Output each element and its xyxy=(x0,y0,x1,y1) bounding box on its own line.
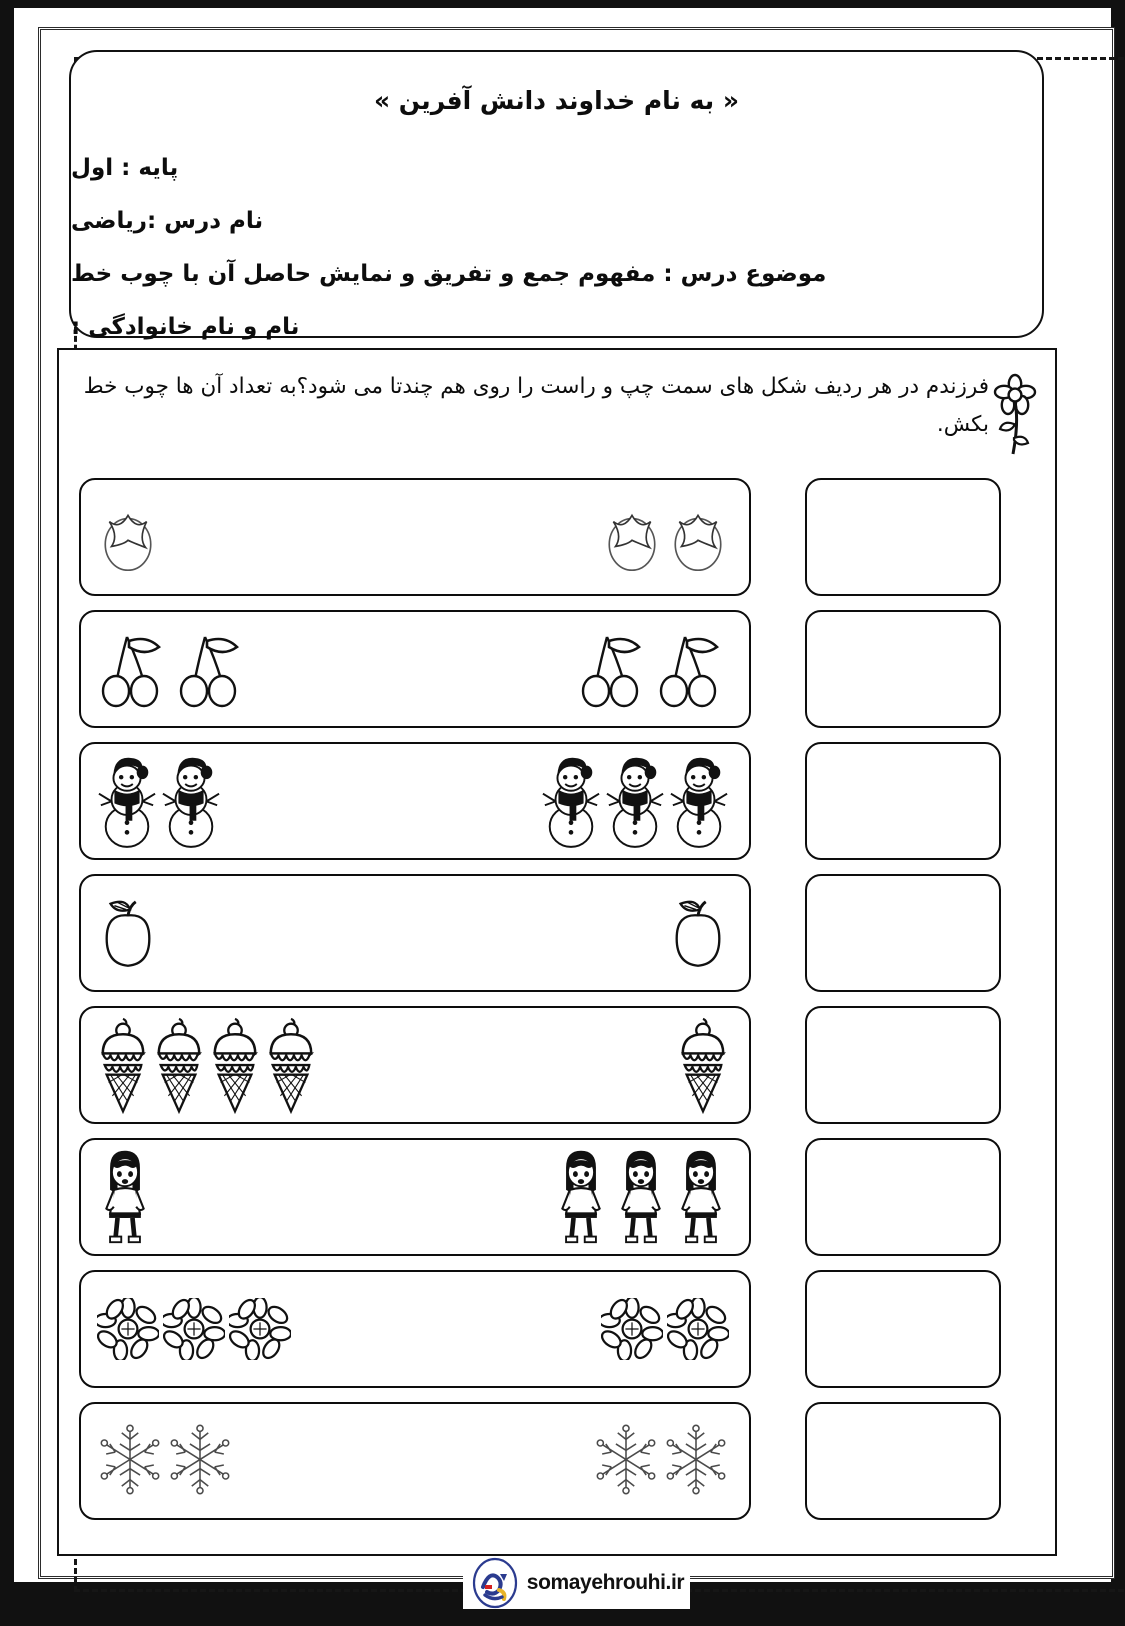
snowman-icon xyxy=(97,753,157,850)
icecream-icon xyxy=(97,1015,149,1115)
tomato-icon xyxy=(97,501,159,573)
answer-box[interactable] xyxy=(805,742,1001,860)
snowman-icon xyxy=(605,753,665,850)
question-rows xyxy=(79,478,1039,1543)
doll-icon xyxy=(673,1147,729,1248)
shapes-box xyxy=(79,742,751,860)
left-shape-group xyxy=(97,1140,153,1254)
right-shape-group xyxy=(677,1008,733,1122)
question-row xyxy=(79,742,1039,860)
left-shape-group xyxy=(97,876,159,990)
icecream-icon xyxy=(677,1015,729,1115)
icecream-icon xyxy=(265,1015,317,1115)
cherry-icon xyxy=(175,629,249,709)
snowman-icon xyxy=(669,753,729,850)
instruction-text: فرزندم در هر ردیف شکل های سمت چپ و راست را روی هم چندتا می شود؟به تعداد آن ها چوب خط بکش. xyxy=(83,374,989,437)
icecream-icon xyxy=(209,1015,261,1115)
flower-icon xyxy=(163,1298,225,1360)
question-row xyxy=(79,1270,1039,1388)
left-shape-group xyxy=(97,480,159,594)
shapes-box xyxy=(79,478,751,596)
apple-icon xyxy=(667,896,729,970)
question-row xyxy=(79,610,1039,728)
flower-icon xyxy=(667,1298,729,1360)
left-shape-group xyxy=(97,1272,291,1386)
flower-icon xyxy=(601,1298,663,1360)
doll-icon xyxy=(97,1147,153,1248)
answer-box[interactable] xyxy=(805,1270,1001,1388)
question-row xyxy=(79,478,1039,596)
right-shape-group xyxy=(541,744,733,858)
page-white-margin xyxy=(14,8,1111,1594)
shapes-box xyxy=(79,1006,751,1124)
topic-label: موضوع درس : مفهوم جمع و تفریق و نمایش حاصل آن با چوب خط xyxy=(71,261,827,287)
site-logo-icon xyxy=(469,1557,521,1609)
snowflake-icon xyxy=(663,1421,729,1502)
snowflake-icon xyxy=(593,1421,659,1502)
apple-icon xyxy=(97,896,159,970)
header-card xyxy=(69,50,1044,338)
answer-box[interactable] xyxy=(805,610,1001,728)
right-shape-group xyxy=(593,1404,733,1518)
answer-box[interactable] xyxy=(805,1006,1001,1124)
student-name-label: نام و نام خانوادگی : xyxy=(71,314,300,340)
footer xyxy=(47,1560,1106,1606)
answer-box[interactable] xyxy=(805,478,1001,596)
question-row xyxy=(79,1138,1039,1256)
right-shape-group xyxy=(667,876,733,990)
question-row xyxy=(79,1402,1039,1520)
right-shape-group xyxy=(577,612,733,726)
worksheet-body xyxy=(57,348,1057,1556)
cherry-icon xyxy=(577,629,651,709)
left-shape-group xyxy=(97,1404,233,1518)
tomato-icon xyxy=(667,501,729,573)
shapes-box xyxy=(79,1402,751,1520)
answer-box[interactable] xyxy=(805,1402,1001,1520)
bismillah-line: « به نام خداوند دانش آفرین » xyxy=(373,86,740,115)
shapes-box xyxy=(79,610,751,728)
left-shape-group xyxy=(97,1008,317,1122)
right-shape-group xyxy=(553,1140,733,1254)
grade-label: پایه : اول xyxy=(71,155,179,181)
icecream-icon xyxy=(153,1015,205,1115)
question-row xyxy=(79,1006,1039,1124)
flower-icon xyxy=(229,1298,291,1360)
flower-icon xyxy=(993,372,1037,458)
flower-icon xyxy=(97,1298,159,1360)
right-shape-group xyxy=(601,1272,733,1386)
answer-box[interactable] xyxy=(805,1138,1001,1256)
cherry-icon xyxy=(97,629,171,709)
answer-box[interactable] xyxy=(805,874,1001,992)
shapes-box xyxy=(79,1270,751,1388)
question-row xyxy=(79,874,1039,992)
snowman-icon xyxy=(161,753,221,850)
shapes-box xyxy=(79,1138,751,1256)
cherry-icon xyxy=(655,629,729,709)
subject-label: نام درس :ریاضی xyxy=(71,208,264,234)
left-shape-group xyxy=(97,744,221,858)
snowman-icon xyxy=(541,753,601,850)
doll-icon xyxy=(553,1147,609,1248)
snowflake-icon xyxy=(167,1421,233,1502)
doll-icon xyxy=(613,1147,669,1248)
snowflake-icon xyxy=(97,1421,163,1502)
left-shape-group xyxy=(97,612,249,726)
footer-site-text: somayehrouhi.ir xyxy=(526,1571,685,1594)
tomato-icon xyxy=(601,501,663,573)
shapes-box xyxy=(79,874,751,992)
instruction-block xyxy=(79,368,1039,458)
right-shape-group xyxy=(601,480,733,594)
